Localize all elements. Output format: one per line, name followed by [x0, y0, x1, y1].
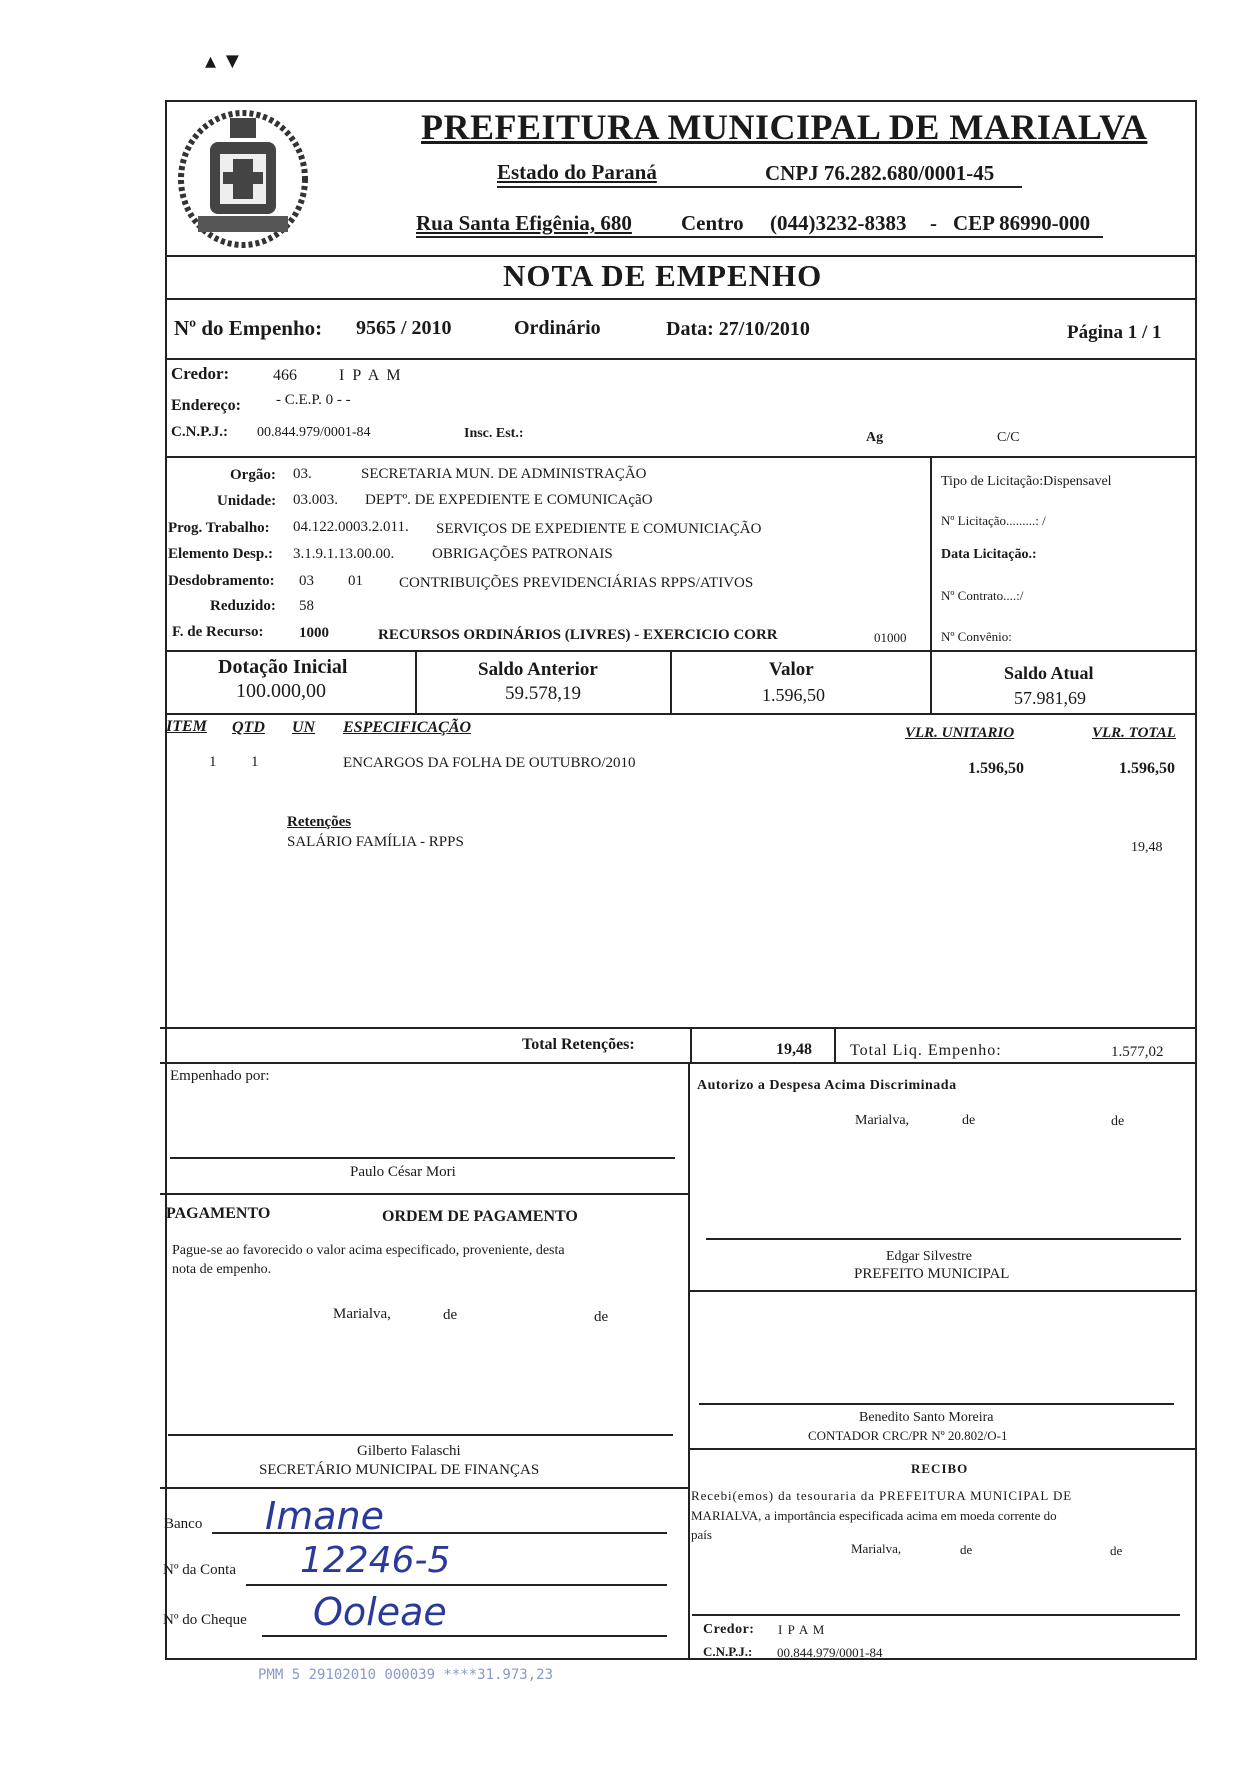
cheque-value: Ooleae [313, 1590, 447, 1634]
unidade-desc: DEPTº. DE EXPEDIENTE E COMUNICAçãO [365, 492, 653, 508]
saldo-atual-label: Saldo Atual [1004, 663, 1094, 683]
address-district: Centro [681, 211, 744, 235]
saldo-anterior-label: Saldo Anterior [478, 659, 598, 680]
col-un: UN [292, 719, 316, 736]
budget-divider [165, 650, 1197, 652]
empenhado-sign-line [170, 1157, 675, 1159]
endereco-value: - C.E.P. 0 - - [276, 392, 351, 408]
recibo-text-1: Recebi(emos) da tesouraria da PREFEITURA MUNICIPAL DE [691, 1488, 1073, 1503]
address-dash: - [930, 211, 937, 235]
center-divider [688, 1062, 690, 1660]
orgao-desc: SECRETARIA MUN. DE ADMINISTRAÇÃO [361, 466, 647, 482]
recibo-de-1: de [960, 1542, 973, 1557]
page-number: Página 1 / 1 [1067, 322, 1162, 343]
elemento-label: Elemento Desp.: [168, 546, 273, 562]
col-item: ITEM [166, 718, 207, 735]
banco-value: Imane [265, 1494, 384, 1538]
retencoes-heading: Retenções [287, 814, 352, 830]
row-qtd: 1 [251, 754, 259, 770]
pagamento-label: PAGAMENTO [166, 1205, 271, 1222]
recibo-text-2: MARIALVA, a importância especificada acima em moeda corrente do [691, 1508, 1057, 1523]
recibo-text-3: país [691, 1527, 712, 1542]
conta-label: Nº da Conta [163, 1562, 236, 1578]
elemento-code: 3.1.9.1.13.00.00. [293, 546, 395, 562]
pagamento-place: Marialva, [333, 1306, 391, 1322]
autorizo-label: Autorizo a Despesa Acima Discriminada [697, 1078, 957, 1093]
conta-corrente-label: C/C [997, 430, 1020, 445]
total-retencoes-label: Total Retenções: [522, 1036, 635, 1053]
pague-text-1: Pague-se ao favorecido o valor acima especificado, proveniente, desta [172, 1243, 565, 1258]
recibo-cnpj-value: 00.844.979/0001-84 [777, 1645, 883, 1660]
cnpj-label: CNPJ 76.282.680/0001-45 [765, 161, 995, 185]
data-licitacao: Data Licitação.: [941, 547, 1037, 562]
contador-divider [690, 1290, 1197, 1292]
total-liq-label: Total Liq. Empenho: [850, 1042, 1002, 1059]
conta-value: 12246-5 [300, 1540, 451, 1581]
col-especificacao: ESPECIFICAÇÃO [343, 719, 472, 736]
prefeito-name: Edgar Silvestre [886, 1249, 972, 1264]
desdobramento-code1: 03 [299, 573, 314, 589]
prefeito-title: PREFEITO MUNICIPAL [854, 1266, 1010, 1282]
totals-sep-2 [834, 1027, 836, 1062]
reduzido-value: 58 [299, 598, 314, 614]
insc-est-label: Insc. Est.: [464, 426, 524, 441]
empenho-number-label: Nº do Empenho: [174, 316, 323, 340]
ordem-pagamento-label: ORDEM DE PAGAMENTO [382, 1208, 578, 1225]
contador-title: CONTADOR CRC/PR Nº 20.802/O-1 [808, 1428, 1008, 1443]
recurso-desc: RECURSOS ORDINÁRIOS (LIVRES) - EXERCICIO CORR [378, 627, 778, 643]
numero-licitacao: Nº Licitação.........: / [941, 513, 1046, 528]
col-vlr-total: VLR. TOTAL [1092, 725, 1176, 741]
numero-contrato: Nº Contrato....:/ [941, 588, 1024, 603]
municipal-crest [168, 104, 318, 254]
scan-mark: ▴ ▼ [205, 48, 244, 73]
balance-sep-1 [415, 650, 417, 713]
cheque-label: Nº do Cheque [163, 1612, 247, 1628]
row-especificacao: ENCARGOS DA FOLHA DE OUTUBRO/2010 [343, 755, 636, 771]
conta-line [246, 1584, 667, 1586]
valor-value: 1.596,50 [762, 685, 825, 705]
recurso-label: F. de Recurso: [172, 624, 264, 640]
address-cep: CEP 86990-000 [953, 211, 1091, 235]
retencao-value: 19,48 [1131, 840, 1163, 855]
saldo-atual-value: 57.981,69 [1014, 688, 1086, 708]
credor-code: 466 [273, 367, 297, 384]
title-divider [165, 298, 1197, 300]
empenho-date: Data: 27/10/2010 [666, 318, 810, 340]
pagamento-divider [160, 1193, 690, 1195]
agencia-label: Ag [866, 430, 884, 445]
address-phone: (044)3232-8383 [770, 211, 907, 235]
recibo-divider [690, 1448, 1197, 1450]
row-item: 1 [209, 754, 217, 770]
credor-label: Credor: [171, 364, 230, 383]
pagamento-de-1: de [443, 1307, 458, 1323]
bank-stamp: PMM 5 29102010 000039 ****31.973,23 [258, 1667, 554, 1683]
contador-sign-line [699, 1403, 1174, 1405]
recurso-code: 1000 [299, 625, 329, 641]
totals-top-line [160, 1027, 1197, 1029]
row-vlr-unitario: 1.596,50 [968, 760, 1024, 777]
address-street: Rua Santa Efigênia, 680 [416, 211, 632, 235]
pague-text-2: nota de empenho. [172, 1262, 272, 1277]
dotacao-value: 100.000,00 [236, 680, 326, 702]
secretario-title: SECRETÁRIO MUNICIPAL DE FINANÇAS [259, 1462, 540, 1478]
desdobramento-label: Desdobramento: [168, 573, 275, 589]
dotacao-label: Dotação Inicial [218, 656, 348, 678]
secretario-sign-line [168, 1434, 673, 1436]
col-vlr-unitario: VLR. UNITARIO [905, 725, 1015, 741]
prefeito-sign-line [706, 1238, 1181, 1240]
totals-sep-1 [690, 1027, 692, 1062]
valor-label: Valor [769, 659, 814, 680]
recibo-label: RECIBO [911, 1461, 969, 1476]
total-liq-value: 1.577,02 [1111, 1044, 1164, 1060]
secretario-name: Gilberto Falaschi [357, 1443, 461, 1459]
recibo-de-2: de [1110, 1543, 1123, 1558]
retencao-name: SALÁRIO FAMÍLIA - RPPS [287, 834, 464, 850]
contador-name: Benedito Santo Moreira [859, 1410, 994, 1425]
page-title: PREFEITURA MUNICIPAL DE MARIALVA [421, 107, 1148, 147]
header-divider [165, 255, 1197, 257]
recibo-credor-label: Credor: [703, 1622, 755, 1637]
empenho-number: 9565 / 2010 [356, 317, 452, 339]
orgao-label: Orgão: [230, 467, 276, 483]
autorizo-de-2: de [1111, 1114, 1125, 1129]
credor-name: I P A M [339, 367, 403, 384]
saldo-anterior-value: 59.578,19 [505, 683, 581, 704]
reduzido-label: Reduzido: [210, 598, 276, 614]
state-label: Estado do Paraná [497, 160, 657, 184]
recurso-extra: 01000 [874, 630, 907, 645]
desdobramento-desc: CONTRIBUIÇÕES PREVIDENCIÁRIAS RPPS/ATIVOS [399, 575, 754, 591]
creditor-cnpj-label: C.N.P.J.: [171, 424, 228, 440]
totals-bottom-line [160, 1062, 1197, 1064]
cheque-line [262, 1635, 667, 1637]
recibo-credor-value: I P A M [778, 1622, 826, 1637]
state-underline [497, 186, 1022, 188]
address-underline [416, 236, 1103, 238]
prog-trabalho-code: 04.122.0003.2.011. [293, 519, 409, 535]
recibo-place: Marialva, [851, 1541, 902, 1556]
pagamento-de-2: de [594, 1309, 609, 1325]
banco-divider [160, 1487, 690, 1489]
crest-icon [168, 104, 318, 254]
total-retencoes-value: 19,48 [776, 1041, 812, 1058]
summary-divider [165, 358, 1197, 360]
empenho-type: Ordinário [514, 317, 601, 339]
unidade-code: 03.003. [293, 492, 338, 508]
document-title: NOTA DE EMPENHO [503, 258, 823, 293]
tipo-licitacao: Tipo de Licitação:Dispensavel [941, 474, 1112, 489]
prog-trabalho-desc: SERVIÇOS DE EXPEDIENTE E COMUNICIAÇÃO [436, 521, 762, 537]
endereco-label: Endereço: [171, 397, 241, 414]
prog-trabalho-label: Prog. Trabalho: [168, 520, 270, 536]
licitacao-divider [930, 456, 932, 650]
balance-sep-3 [930, 650, 932, 713]
creditor-cnpj-value: 00.844.979/0001-84 [257, 425, 371, 440]
col-qtd: QTD [232, 719, 265, 736]
balance-sep-2 [670, 650, 672, 713]
autorizo-de-1: de [962, 1113, 976, 1128]
creditor-divider [165, 456, 1197, 458]
elemento-desc: OBRIGAÇÕES PATRONAIS [432, 546, 613, 562]
empenhado-name: Paulo César Mori [350, 1164, 456, 1180]
empenhado-label: Empenhado por: [170, 1068, 270, 1084]
balance-divider [165, 713, 1197, 715]
orgao-code: 03. [293, 466, 312, 482]
row-vlr-total: 1.596,50 [1119, 760, 1175, 777]
recibo-cnpj-label: C.N.P.J.: [703, 1644, 753, 1659]
numero-convenio: Nº Convênio: [941, 629, 1012, 644]
autorizo-place: Marialva, [855, 1113, 910, 1128]
unidade-label: Unidade: [217, 493, 277, 509]
banco-label: Banco [164, 1516, 203, 1532]
desdobramento-code2: 01 [348, 573, 363, 589]
recibo-sign-line [692, 1614, 1180, 1616]
